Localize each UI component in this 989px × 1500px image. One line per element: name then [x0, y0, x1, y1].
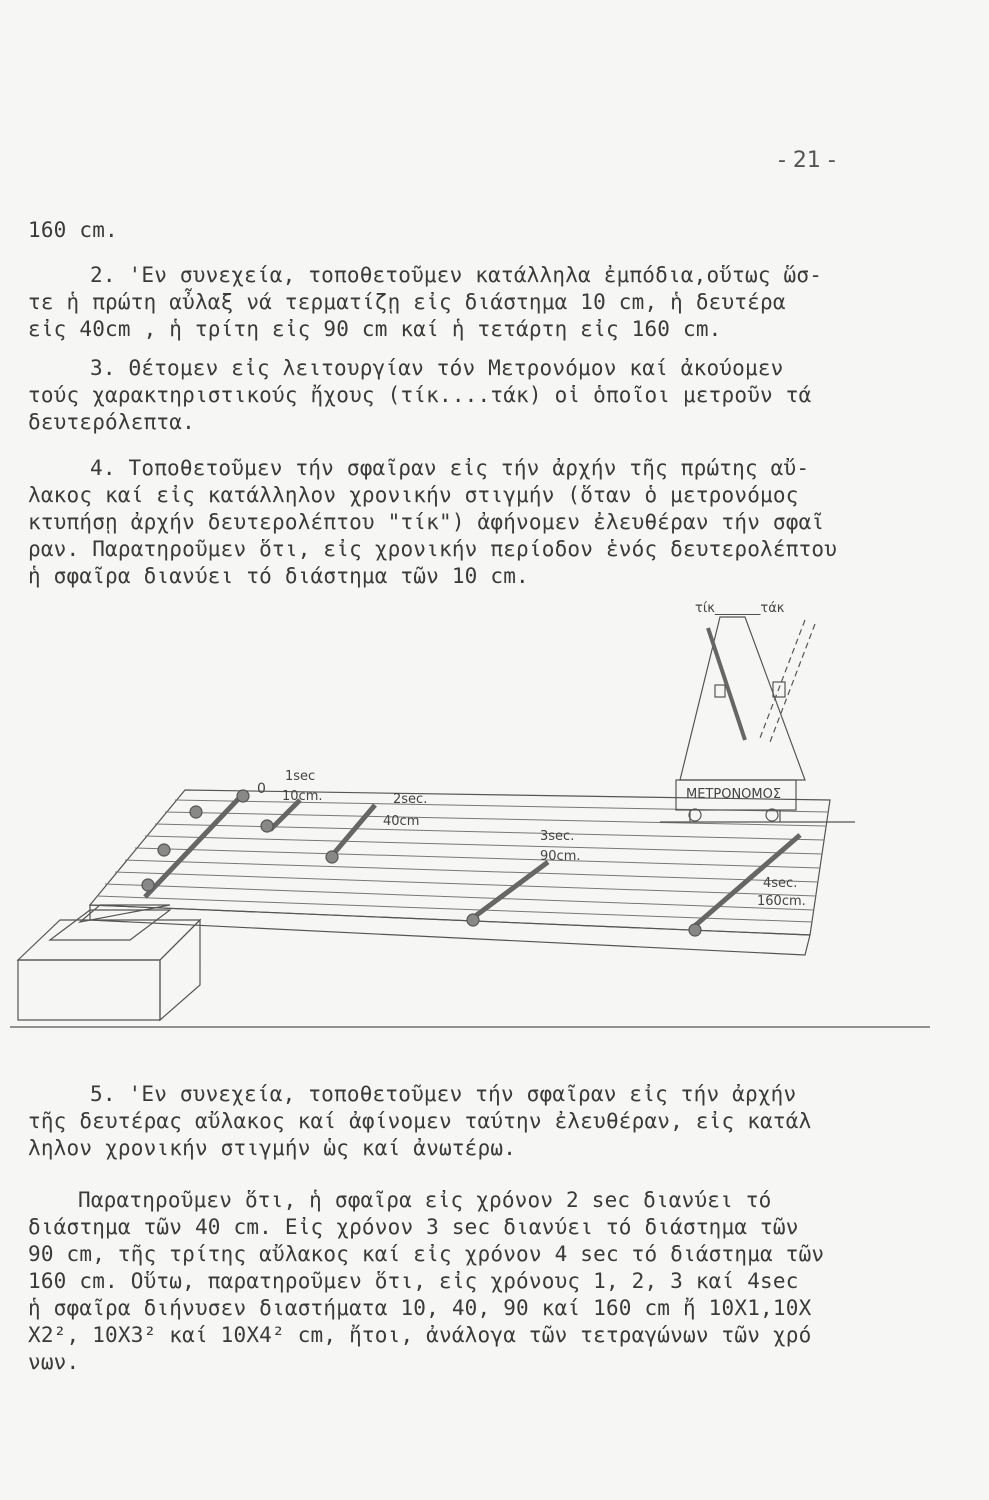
text-line: 2. 'Εν συνεχεία, τοποθετοῦμεν κατάλληλα ἐμπόδια,οὕτως ὥσ-: [90, 263, 823, 287]
mark-distance-label: 90cm.: [540, 849, 581, 864]
text-line: εἰς 40cm , ἡ τρίτη εἰς 90 cm καί ἡ τετάρτη εἰς 160 cm.: [28, 317, 722, 341]
text-line: 160 cm. Οὕτω, παρατηροῦμεν ὅτι, εἰς χρόνους 1, 2, 3 καί 4sec: [28, 1269, 799, 1293]
page-number: - 21 -: [778, 148, 836, 173]
text-line: 5. 'Εν συνεχεία, τοποθετοῦμεν τήν σφαῖραν εἰς τήν ἀρχήν: [90, 1082, 797, 1106]
text-line: κτυπήσῃ ἀρχήν δευτερολέπτου "τίκ") ἀφήνομεν ἐλευθέραν τήν σφαῖ: [28, 510, 825, 534]
text-line: ραν. Παρατηροῦμεν ὅτι, εἰς χρονικήν περίοδον ἑνός δευτερολέπτου: [28, 537, 838, 561]
tick-tock-label: τίκ_______τάκ: [695, 601, 785, 616]
ramp-edge: [90, 905, 810, 955]
paragraph-4: [28, 455, 837, 590]
paragraph-2: [28, 262, 822, 343]
mark-distance-label: 10cm.: [282, 789, 323, 804]
support-blocks: [18, 905, 200, 1020]
text-line: 90 cm, τῆς τρίτης αὔλακος καί εἰς χρόνον 4 sec τό διάστημα τῶν: [28, 1242, 825, 1266]
mark-distance-label: 40cm: [383, 814, 420, 829]
ramp-metronome-figure: [0, 600, 989, 1040]
text-line: δευτερόλεπτα.: [28, 410, 195, 434]
mark-distance-label: 160cm.: [757, 894, 806, 909]
text-line: τε ἡ πρώτη αὖλαξ νά τερματίζῃ εἰς διάστημα 10 cm, ἡ δευτέρα: [28, 290, 786, 314]
mark-time-label: 2sec.: [393, 792, 428, 807]
text-line: ἡ σφαῖρα διήνυσεν διαστήματα 10, 40, 90 καί 160 cm ἤ 10Χ1,10Χ: [28, 1296, 812, 1320]
text-line: διάστημα τῶν 40 cm. Εἰς χρόνον 3 sec διανύει τό διάστημα τῶν: [28, 1215, 799, 1239]
start-label: 0: [257, 781, 266, 797]
text-line: τούς χαρακτηριστικούς ἤχους (τίκ....τάκ) οἱ ὁποῖοι μετροῦν τά: [28, 383, 812, 407]
figure-labels: [257, 601, 806, 909]
text-line: 4. Τοποθετοῦμεν τήν σφαῖραν εἰς τήν ἀρχήν τῆς πρώτης αὔ-: [90, 456, 810, 480]
text-line: Παρατηροῦμεν ὅτι, ἡ σφαῖρα εἰς χρόνον 2 sec διανύει τό: [78, 1188, 772, 1212]
metronome-label: ΜΕΤΡΟΝΟΜΟΣ: [686, 787, 782, 802]
paragraph-6: [28, 1187, 824, 1376]
paragraph-5: [28, 1081, 811, 1162]
text-line: λακος καί εἰς κατάλληλον χρονικήν στιγμήν (ὅταν ὁ μετρονόμος: [28, 483, 799, 507]
paragraph-3: [28, 355, 811, 436]
text-line: νων.: [28, 1350, 80, 1374]
continuation-text: 160 cm.: [28, 218, 118, 242]
text-line: ἡ σφαῖρα διανύει τό διάστημα τῶν 10 cm.: [28, 564, 529, 588]
text-line: Χ2², 10Χ3² καί 10Χ4² cm, ἤτοι, ἀνάλογα τῶν τετραγώνων τῶν χρό: [28, 1323, 812, 1347]
mark-time-label: 4sec.: [763, 876, 798, 891]
mark-time-label: 3sec.: [540, 829, 575, 844]
text-line: 3. Θέτομεν εἰς λειτουργίαν τόν Μετρονόμον καί ἀκούομεν: [90, 356, 784, 380]
mark-time-label: 1sec: [285, 769, 316, 784]
text-line: ληλον χρονικήν στιγμήν ὡς καί ἀνωτέρω.: [28, 1136, 517, 1160]
text-line: τῆς δευτέρας αὔλακος καί ἀφίνομεν ταύτην ἐλευθέραν, εἰς κατάλ: [28, 1109, 812, 1133]
